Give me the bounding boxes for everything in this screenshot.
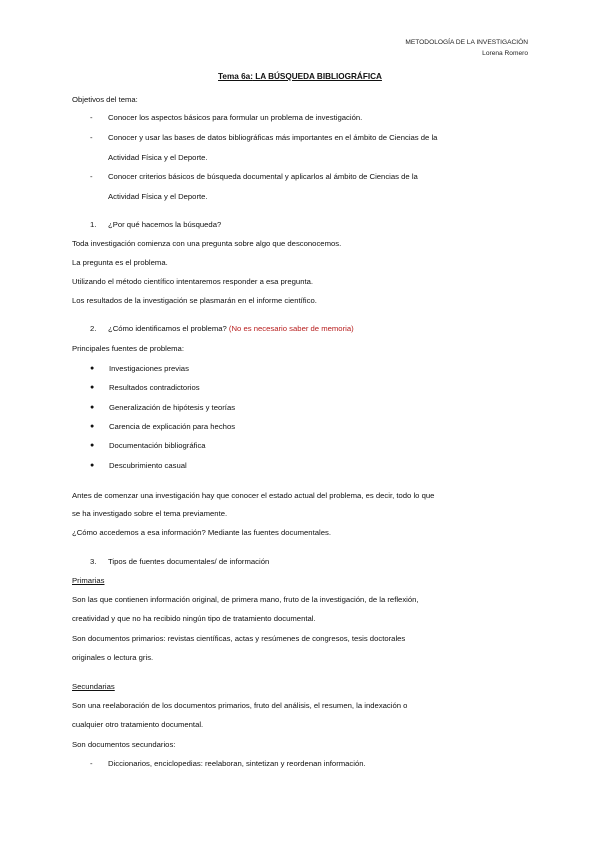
- section-number: 2.: [90, 324, 97, 333]
- paragraph-line: Son documentos secundarios:: [72, 740, 176, 749]
- paragraph-line: Son documentos primarios: revistas científicas, actas y resúmenes de congresos, tesis doctorales: [72, 634, 406, 643]
- objectives-heading: Objetivos del tema:: [72, 95, 138, 104]
- header-author: Lorena Romero: [482, 49, 528, 57]
- document-title: [0, 72, 600, 81]
- section-heading: ¿Por qué hacemos la búsqueda?: [108, 220, 222, 229]
- page-header: [405, 38, 528, 59]
- sources-subheading: Principales fuentes de problema:: [72, 344, 184, 353]
- bullet-icon: ●: [90, 442, 95, 449]
- objective-item-continued: Actividad Física y el Deporte.: [108, 192, 208, 201]
- secondary-item: Diccionarios, enciclopedias: reelaboran, sintetizan y reordenan información.: [108, 759, 366, 768]
- title-prefix: Tema 6a:: [218, 72, 253, 81]
- objective-item: Conocer criterios básicos de búsqueda documental y aplicarlos al ámbito de Ciencias de la: [108, 172, 418, 181]
- section-number: 1.: [90, 220, 97, 229]
- source-item: Resultados contradictorios: [109, 383, 200, 392]
- source-item: Generalización de hipótesis y teorías: [109, 403, 236, 412]
- dash-marker: -: [90, 133, 93, 142]
- source-item: Documentación bibliográfica: [109, 441, 206, 450]
- paragraph-line: Son una reelaboración de los documentos primarios, fruto del análisis, el resumen, la indexación o: [72, 701, 408, 710]
- objective-item: Conocer los aspectos básicos para formular un problema de investigación.: [108, 113, 363, 122]
- paragraph-line: ¿Cómo accedemos a esa información? Mediante las fuentes documentales.: [72, 528, 331, 537]
- paragraph-line: originales o lectura gris.: [72, 653, 154, 662]
- paragraph-line: Toda investigación comienza con una pregunta sobre algo que desconocemos.: [72, 239, 342, 248]
- section-heading-text: ¿Cómo identificamos el problema?: [108, 324, 227, 333]
- objective-item-continued: Actividad Física y el Deporte.: [108, 153, 208, 162]
- source-item: Descubrimiento casual: [109, 461, 187, 470]
- paragraph-line: Los resultados de la investigación se plasmarán en el informe científico.: [72, 296, 317, 305]
- primarias-label: Primarias: [72, 576, 105, 585]
- section-number: 3.: [90, 557, 97, 566]
- bullet-icon: ●: [90, 384, 95, 391]
- title-text: LA BÚSQUEDA BIBLIOGRÁFICA: [252, 72, 382, 81]
- bullet-icon: ●: [90, 365, 95, 372]
- dash-marker: -: [90, 113, 93, 122]
- paragraph-line: La pregunta es el problema.: [72, 258, 168, 267]
- section-heading: [108, 324, 354, 334]
- paragraph-line: se ha investigado sobre el tema previamente.: [72, 509, 228, 518]
- section-heading: Tipos de fuentes documentales/ de información: [108, 557, 270, 566]
- source-item: Carencia de explicación para hechos: [109, 422, 236, 431]
- paragraph-line: Utilizando el método científico intentaremos responder a esa pregunta.: [72, 277, 314, 286]
- paragraph-line: cualquier otro tratamiento documental.: [72, 720, 204, 729]
- bullet-icon: ●: [90, 404, 95, 411]
- header-course: METODOLOGÍA DE LA INVESTIGACIÓN: [405, 39, 528, 46]
- bullet-icon: ●: [90, 462, 95, 469]
- bullet-icon: ●: [90, 423, 95, 430]
- dash-marker: -: [90, 759, 93, 768]
- source-item: Investigaciones previas: [109, 364, 189, 373]
- paragraph-line: Antes de comenzar una investigación hay que conocer el estado actual del problema, es decir, todo lo que: [72, 491, 435, 500]
- objective-item: Conocer y usar las bases de datos bibliográficas más importantes en el ámbito de Ciencias de la: [108, 133, 438, 142]
- paragraph-line: Son las que contienen información original, de primera mano, fruto de la investigación, de la reflexión,: [72, 595, 419, 604]
- dash-marker: -: [90, 172, 93, 181]
- memory-note: (No es necesario saber de memoria): [228, 324, 354, 333]
- paragraph-line: creatividad y que no ha recibido ningún tipo de tratamiento documental.: [72, 614, 316, 623]
- secundarias-label: Secundarias: [72, 682, 115, 691]
